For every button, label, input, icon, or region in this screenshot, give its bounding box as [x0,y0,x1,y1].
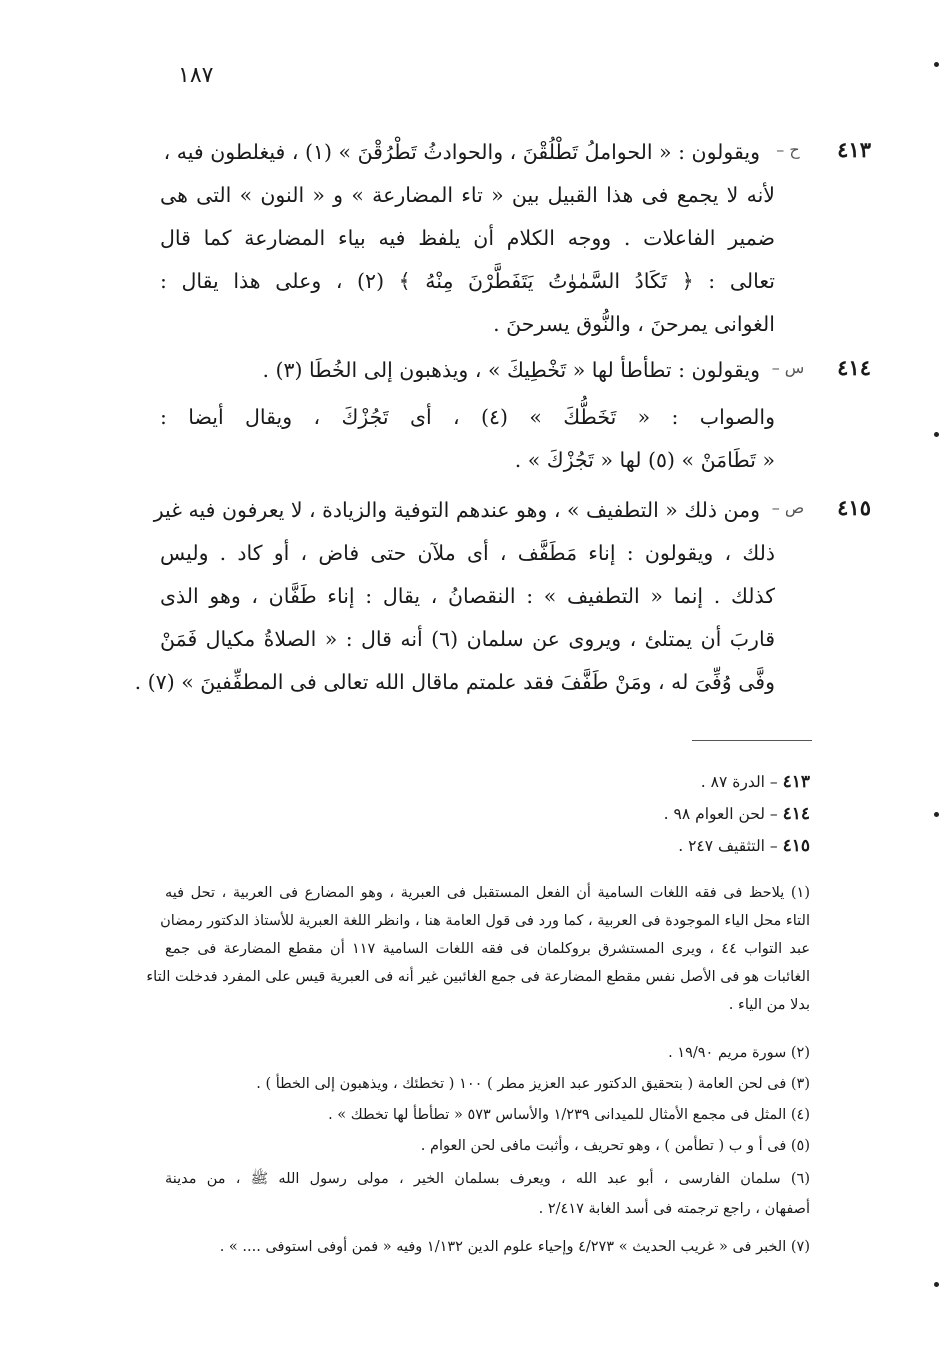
entry-line: والصواب : « تَخَطُّكَ » (٤) ، أى تَجُزْكَ ، ويقال أيضا : [160,405,775,429]
reference-text: – لحن العوام ٩٨ . [663,805,778,823]
entry-line: « تَطَامَنْ » (٥) لها « تَجُزْكَ » . [514,448,775,472]
footnote-line: (٢) سورة مريم ١٩/٩٠ . [668,1045,810,1061]
entry-415 [0,490,941,710]
entry-number: ٤١٥ [837,495,871,520]
scan-speck [934,62,939,67]
reference-number: ٤١٤ [782,804,810,824]
footnote-line: (٦) سلمان الفارسى ، أبو عبد الله ، ويعرف بسلمان الخير ، مولى رسول الله ﷺ ، من مدينة [165,1171,810,1187]
reference-number: ٤١٣ [782,772,810,792]
entry-line: ومن ذلك « التطفيف » ، وهو عندهم التوفية والزيادة ، لا يعرفون فيه غير [153,498,760,522]
scan-speck [934,432,939,437]
entry-line: الغوانى يمرحنَ ، والنُّوق يسرحنَ . [493,312,775,336]
entry-line: قاربَ أن يمتلئ ، ويروى عن سلمان (٦) أنه قال : « الصلاةُ مكيال فَمَنْ [160,627,775,651]
source-reference-414 [560,800,810,828]
reference-text: – التثقيف ٢٤٧ . [678,837,778,855]
entry-line: ضمير الفاعلات . ووجه الكلام أن يلفظ فيه بياء المضارعة كما قال [160,226,775,250]
footnote-line: التاء محل الياء الموجودة فى العربية ، كما ورد فى قول العامة هنا ، وانظر اللغة العبرية للأستاذ الدكتور رمضان [160,913,810,929]
footnote-divider [692,740,812,741]
footnote-line: (٤) المثل فى مجمع الأمثال للميدانى ١/٢٣٩ والأساس ٥٧٣ « تطأطأ لها تخطك » . [328,1107,810,1123]
footnote-line: (٥) فى أ و ب ( تطأمن ) ، وهو تحريف ، وأثبت مافى لحن العوام . [420,1138,810,1154]
entry-mark: – س [771,358,805,377]
footnote-line: (١) يلاحظ فى فقه اللغات السامية أن الفعل المستقبل فى العبرية ، وهو المضارع فى العربية ، تحل فيه [165,885,810,901]
entry-line: ويقولون : تطأطأ لها « تَخْطِيكَ » ، ويذهبون إلى الخُطَا (٣) . [262,358,760,382]
footnote-line: بدلا من الياء . [728,997,810,1013]
entry-413 [0,132,941,352]
entry-line: لأنه لا يجمع فى هذا القبيل بين « تاء المضارعة » و « النون » التى هى [160,183,775,207]
reference-text: – الدرة ٨٧ . [700,773,778,791]
footnote-line: (٣) فى لحن العامة ( بتحقيق الدكتور عبد العزيز مطر ) ١٠٠ ( تخطئك ، ويذهبون إلى الخطأ ) . [256,1076,810,1092]
entry-number: ٤١٣ [837,137,871,162]
footnote-line: الغائبات هو فى الأصل نفس مقطع المضارعة فى جمع الغائبين غير أنه فى العبرية قيس على المفرد فدخلت التاء [146,969,810,985]
entry-line: ذلك ، ويقولون : إناء مَطَفَّف ، أى ملآن حتى فاض ، أو كاد . وليس [160,541,775,565]
reference-number: ٤١٥ [782,836,810,856]
source-reference-413 [560,768,810,796]
footnote-line: (٧) الخبر فى « غريب الحديث » ٤/٢٧٣ وإحياء علوم الدين ١/١٣٢ وفيه « فمن أوفى استوفى .... » . [219,1239,810,1255]
entry-line: تعالى : ﴿ تَكَادُ السَّمٰوٰتُ يَتَفَطَّرْنَ مِنْهُ ﴾ (٢) ، وعلى هذا يقال : [160,269,775,293]
entry-number: ٤١٤ [837,355,871,380]
entry-414 [0,350,941,480]
scan-speck [934,812,939,817]
footnote-line: أصفهان ، راجع ترجمته فى أسد الغابة ٢/٤١٧ . [538,1201,810,1217]
entry-line: ويقولون : « الحواملُ تَطْلُقْنَ ، والحوادثُ تَطْرُقْنَ » (١) ، فيغلطون فيه ، [163,140,760,164]
page-number: ١٨٧ [178,63,214,88]
scan-speck [934,1282,939,1287]
entry-mark: – ح [776,140,800,159]
footnote-line: عبد التواب ٤٤ ، ويرى المستشرق بروكلمان فى فقه اللغات السامية ١١٧ أن مقطع المضارعة فى جمع [165,941,810,957]
entry-mark: – ص [771,498,805,517]
entry-line: كذلك . إنما « التطفيف » : النقصانُ ، يقال : إناء طَفَّان ، وهو الذى [160,584,775,608]
source-reference-415 [560,832,810,860]
entry-line: وفَّى وُفِّىَ له ، ومَنْ طَفَّفَ فقد علمتم ماقال الله تعالى فى المطفِّفينَ » (٧) . [134,670,775,694]
